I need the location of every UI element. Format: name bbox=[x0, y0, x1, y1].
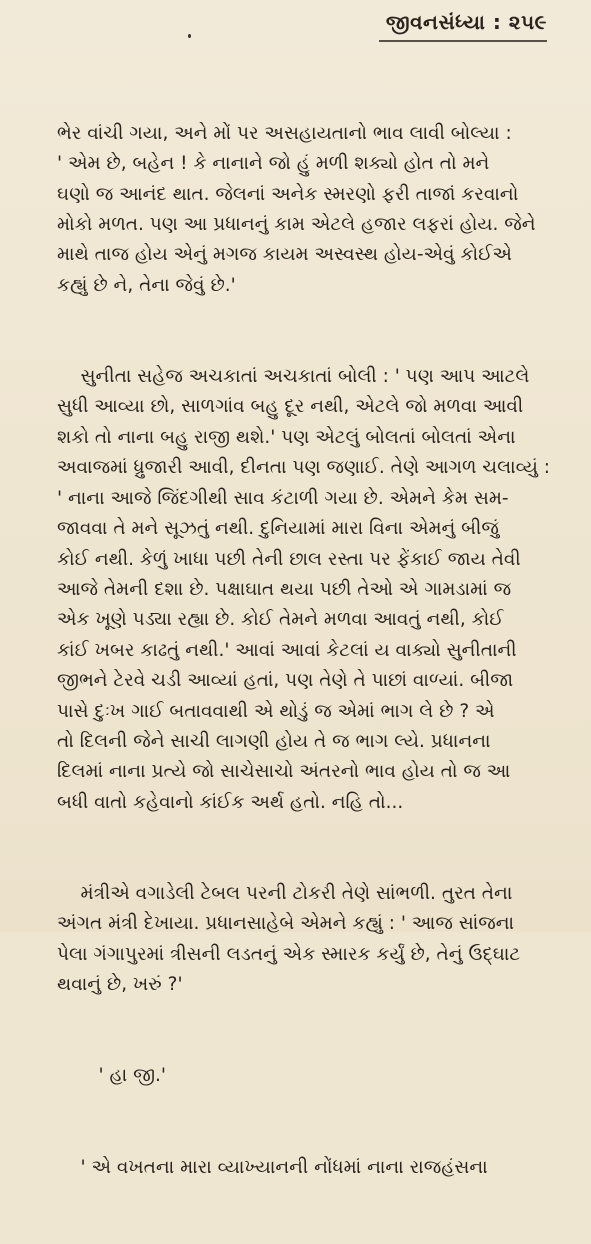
running-header: જીવનસંધ્યા : ૨૫૯ bbox=[385, 10, 547, 34]
header-rule bbox=[379, 40, 547, 42]
paragraph-2: સુનીતા સહેજ અચકાતાં અચકાતાં બોલી : ' પણ આપ આટલે સુધી આવ્યા છો, સાળગાંવ બહુ દૂર નથી, એટલે જો મળવા આવી શકો તો નાના બહુ રાજી થશે.' પણ એટલું બોલતાં બોલતાં એના અવાજમાં ધ્રુજારી આવી, દીનતા પણ જણાઈ. તેણે આગળ ચલાવ્યું : ' નાના આજે જિંદગીથી સાવ કંટાળી ગયા છે. એમને કેમ સમ- જાવવા તે મને સૂઝતું નથી. દુનિયામાં મારા વિના એમનું બીજું કોઈ નથી. કેળું ખાધા પછી તેની છાલ રસ્તા પર ફેંકાઈ જાય તેવી આજે તેમની દશા છે. પક્ષાઘાત થયા પછી તેઓ એ ગામડામાં જ એક ખૂણે પડ્યા રહ્યા છે. કોઈ તેમને મળવા આવતું નથી, કોઈ કાંઈ ખબર કાઢતું નથી.' આવાં આવાં કેટલાં ય વાક્યો સુનીતાની જીભને ટેરવે ચડી આવ્યાં હતાં, પણ તેણે તે પાછાં વાળ્યાં. બીજા પાસે દુઃખ ગાઈ બતાવવાથી એ થોડું જ એમાં ભાગ લે છે ? એ તો દિલની જેને સાચી લાગણી હોય તે જ ભાગ લ્યે. પ્રધાનના દિલમાં નાના પ્રત્યે જો સાચેસાચો અંતરનો ભાવ હોય તો જ આ બધી વાતો કહેવાનો કાંઈક અર્થ હતો. નહિ તો... bbox=[57, 366, 550, 813]
paragraph-3: મંત્રીએ વગાડેલી ટેબલ પરની ટોકરી તેણે સાંભળી. તુરત તેના અંગત મંત્રી દેખાયા. પ્રધાનસાહેબે એમને કહ્યું : ' આજ સાંજના પેલા ગંગાપુરમાં ત્રીસની લડતનું એક સ્મારક કર્યું છે, તેનું ઉદ્ઘાટ થવાનું છે, ખરું ?' bbox=[57, 882, 521, 996]
paragraph-5: ' એ વખતના મારા વ્યાખ્યાનની નોંધમાં નાના રાજહંસના bbox=[57, 1156, 488, 1178]
body-text bbox=[57, 58, 552, 1244]
ink-speck bbox=[188, 34, 191, 38]
paragraph-1: ભેર વાંચી ગયા, અને મોં પર અસહાયતાનો ભાવ લાવી બોલ્યા : ' એમ છે, બહેન ! કે નાનાને જો હું મળી શક્યો હોત તો મને ઘણો જ આનંદ થાત. જેલનાં અનેક સ્મરણો ફરી તાજાં કરવાનો મોકો મળત. પણ આ પ્રધાનનું કામ એટલે હજાર લફરાં હોય. જેને માથે તાજ હોય એનું મગજ કાયમ અસ્વસ્થ હોય-એવું કોઈએ કહ્યું છે ને, તેના જેવું છે.' bbox=[57, 122, 536, 296]
paragraph-4: ' હા જી.' bbox=[75, 1065, 166, 1087]
